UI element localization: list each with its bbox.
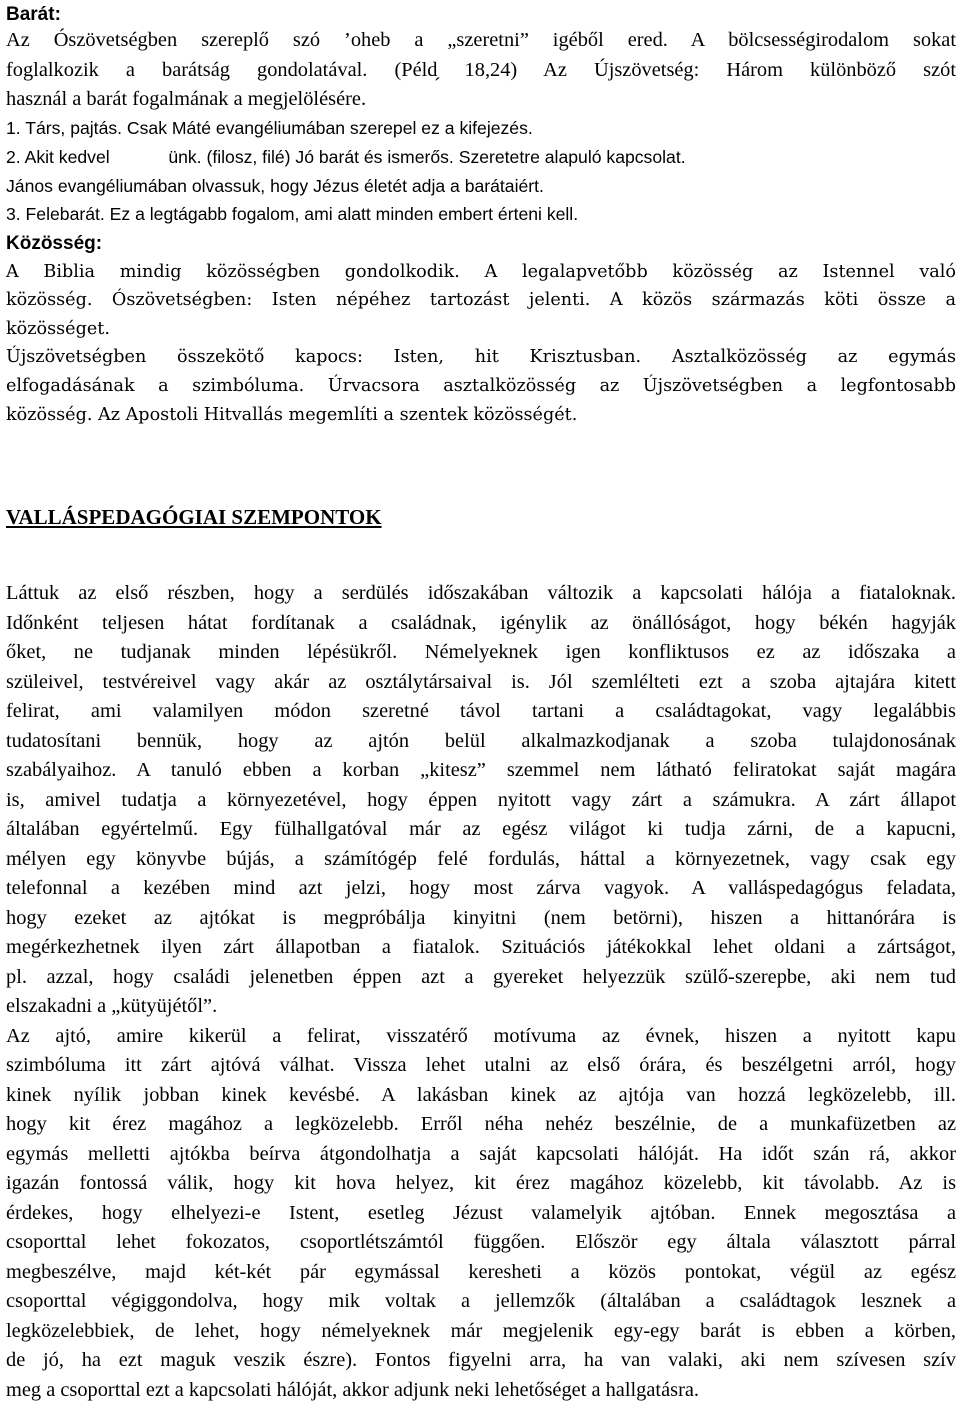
vallaspedagogia-line: mélyen egy könyvbe bújás, a számítógép felé fordulás, háttal a környezetnek, vagy csak egy bbox=[6, 847, 956, 870]
section-title-barat: Barát: bbox=[6, 4, 61, 25]
vallaspedagogia-line: általában egyértelmű. Egy fülhallgatóval már az egész világot ki tudja zárni, de a kapucni, bbox=[6, 818, 956, 840]
section-title-kozosseg: Közösség: bbox=[6, 233, 103, 254]
vallaspedagogia-line: Időnként teljesen hátat fordítanak a családnak, igénylik az önállóságot, hogy békén hagyják bbox=[6, 611, 956, 634]
vallaspedagogia-line: őket, ne tudjanak minden lépésükről. Némelyeknek igen konfliktusos ez az időszaka a bbox=[6, 641, 956, 663]
vallaspedagogia-line: Láttuk az első részben, hogy a serdülés időszakában változik a kapcsolati hálója a fiataloknak. bbox=[6, 582, 956, 604]
section-heading-vallaspedagogia: VALLÁSPEDAGÓGIAI SZEMPONTOK bbox=[6, 505, 382, 529]
vallaspedagogia-line: szabályaihoz. A tanuló ebben a korban „kitesz” szemmel nem látható feliratokat saját magára bbox=[6, 759, 956, 781]
vallaspedagogia-line: érdekes, hogy elhelyezi-e Istent, esetleg Jézust valamelyik ajtóban. Ennek megosztása a bbox=[6, 1201, 956, 1224]
vallaspedagogia-line: telefonnal a kezében mind azt jelzi, hogy most zárva vagyok. A valláspedagógus feladata, bbox=[6, 877, 956, 899]
barat-line-6: János evangéliumában olvassuk, hogy Jézus életét adja a barátaiért. bbox=[6, 176, 544, 196]
barat-line-7: 3. Felebarát. Ez a legtágabb fogalom, ami alatt minden embert érteni kell. bbox=[6, 204, 579, 224]
barat-line-5: 2. Akit kedvel ünk. (filosz, filé) Jó barát és ismerős. Szeretetre alapuló kapcsolat. bbox=[6, 147, 686, 167]
kozosseg-line-2: közösség. Ószövetségben: Isten népéhez tartozást jelenti. A közös származás köti össze a bbox=[6, 290, 956, 310]
vallaspedagogia-line: szimbóluma itt zárt ajtóvá válhat. Vissza lehet utalni az első órára, és beszélgetni arról, hogy bbox=[6, 1054, 956, 1076]
vallaspedagogia-line: csoporttal végiggondolva, hogy mik voltak a jellemzők (általában a családtagok lesznek a bbox=[6, 1290, 956, 1312]
kozosseg-line-4: Újszövetségben összekötő kapocs: Isten, hit Krisztusban. Asztalközösség az egymás bbox=[6, 347, 956, 367]
vallaspedagogia-line: pl. azzal, hogy családi jelenetben éppen azt a gyereket helyezzük szülő-szerepbe, aki nem tud bbox=[6, 965, 956, 988]
kozosseg-line-6: közösség. Az Apostoli Hitvallás megemlíti a szentek közösségét. bbox=[6, 405, 578, 425]
vallaspedagogia-line: hogy kit érez magához a legközelebb. Erről néha nehéz beszélnie, de a munkafüzetben az bbox=[6, 1113, 956, 1135]
vallaspedagogia-line: hogy ezeket az ajtókat is megpróbálja kinyitni (nem betörni), hiszen a hittanórára is bbox=[6, 906, 956, 929]
vallaspedagogia-line: Az ajtó, amire kikerül a felirat, visszatérő motívuma az évnek, hiszen a nyitott kapu bbox=[6, 1024, 956, 1047]
vallaspedagogia-line: egymás melletti ajtókba beírva átgondolhatja a saját kapcsolati hálóját. Ha időt szán rá, akkor bbox=[6, 1142, 956, 1165]
vallaspedagogia-line: megbeszélve, majd két-két pár egymással keresheti a közös pontokat, végül az egész bbox=[6, 1260, 956, 1283]
vallaspedagogia-line: csoporttal lehet fokozatos, csoportlétszámtól függően. Először egy általa választott párral bbox=[6, 1231, 956, 1253]
vallaspedagogia-line: elszakadni a „kütyüjétől”. bbox=[6, 995, 218, 1017]
barat-line-2: foglalkozik a barátság gondolatával. (Péld̗ 18,24) Az Újszövetség: Három különböző szót bbox=[6, 59, 956, 81]
vallaspedagogia-line: de jó, ha ezt maguk veszik észre). Fontos figyelni arra, ha van valaki, aki nem szívesen szív bbox=[6, 1349, 956, 1371]
vallaspedagogia-line: szüleivel, testvéreivel vagy akár az osztálytársaival is. Jól szemlélteti ezt a szoba ajtajára kitett bbox=[6, 670, 956, 693]
kozosseg-line-3: közösséget. bbox=[6, 319, 110, 339]
kozosseg-line-1: A Biblia mindig közösségben gondolkodik. A legalapvetőbb közösség az Istennel való bbox=[6, 262, 956, 282]
vallaspedagogia-line: felirat, ami valamilyen módon szeretné távol tartani a családtagokat, vagy legalábbis bbox=[6, 700, 956, 722]
vallaspedagogia-line: igazán fontossá válik, hogy kit hova helyez, kit érez magához közelebb, kit távolabb. Az is bbox=[6, 1172, 956, 1194]
vallaspedagogia-line: kinek nyílik jobban kinek kevésbé. A lakásban kinek az ajtója van hozzá legközelebb, ill. bbox=[6, 1083, 956, 1106]
barat-line-4: 1. Társ, pajtás. Csak Máté evangéliumában szerepel ez a kifejezés. bbox=[6, 118, 533, 138]
vallaspedagogia-line: meg a csoporttal ezt a kapcsolati hálóját, akkor adjunk neki lehetőséget a hallgatásra. bbox=[6, 1378, 700, 1401]
barat-line-3: használ a barát fogalmának a megjelölésére. bbox=[6, 88, 367, 110]
barat-line-1: Az Ószövetségben szereplő szó ’oheb a „szeretni” igéből ered. A bölcsességirodalom sokat bbox=[6, 29, 956, 51]
vallaspedagogia-line: is, amivel tudatja a környezetével, hogy éppen nyitott vagy zárt a számukra. A zárt állapot bbox=[6, 788, 956, 811]
vallaspedagogia-line: tudatosítani bennük, hogy az ajtón belül alkalmazkodjanak a szoba tulajdonosának bbox=[6, 729, 956, 752]
vallaspedagogia-line: megérkezhetnek ilyen zárt állapotban a fiatalok. Szituációs játékokkal lehet oldani a zártságot, bbox=[6, 936, 956, 958]
kozosseg-line-5: elfogadásának a szimbóluma. Úrvacsora asztalközösség az Újszövetségben a legfontosabb bbox=[6, 376, 956, 396]
vallaspedagogia-line: legközelebbiek, de lehet, hogy némelyeknek már megjelenik egy-egy barát is ebben a körben, bbox=[6, 1319, 956, 1342]
